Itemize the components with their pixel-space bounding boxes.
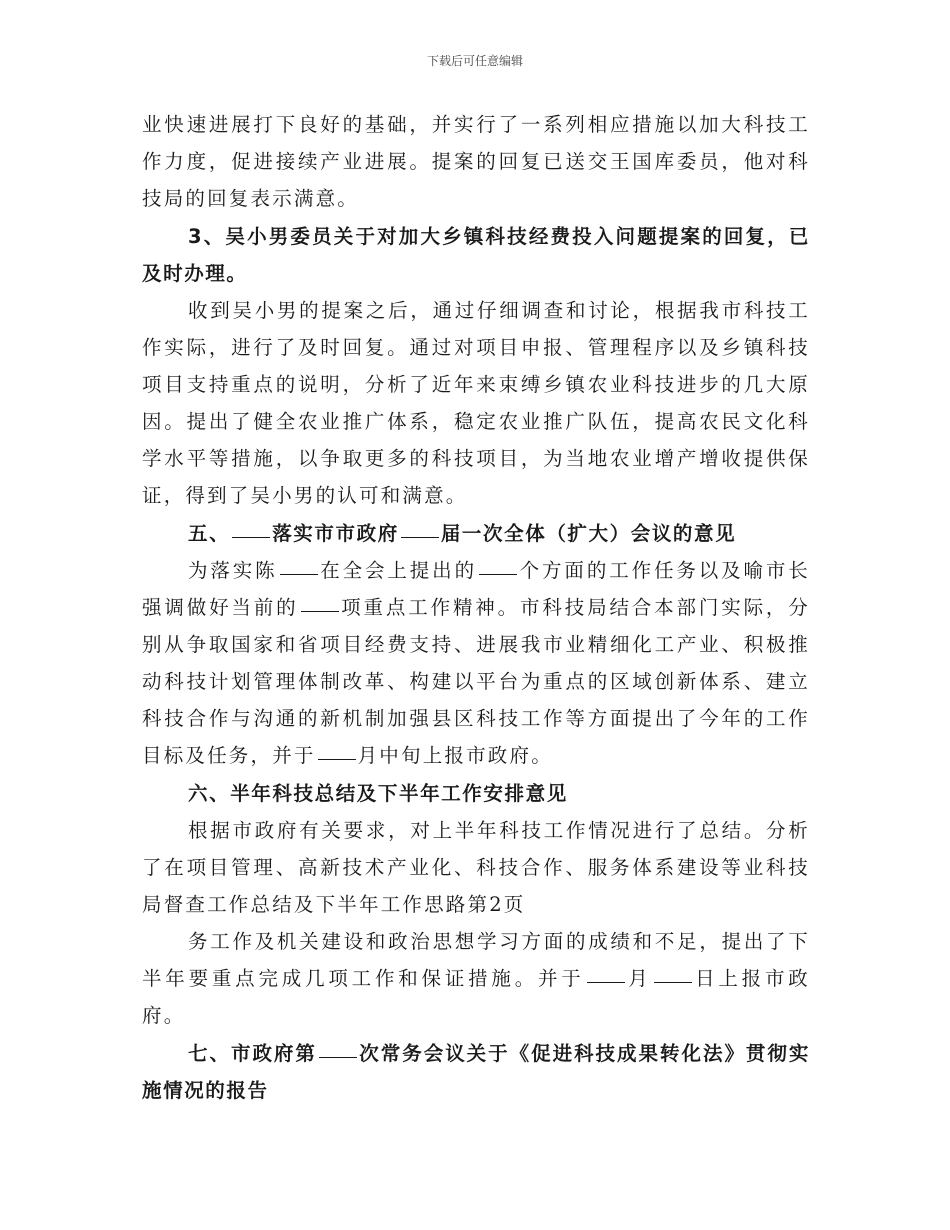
paragraph: 务工作及机关建设和政治思想学习方面的成绩和不足，提出了下半年要重点完成几项工作和保证措施。并于 月 日上报市政府。	[142, 930, 810, 1027]
fill-blank	[401, 536, 439, 538]
fill-blank	[318, 758, 356, 760]
section-heading: 七、市政府第 次常务会议关于《促进科技成果转化法》贯彻实施情况的报告	[142, 1042, 810, 1102]
document-body	[142, 106, 810, 1109]
paragraph: 为落实陈 在全会上提出的 个方面的工作任务以及喻市长强调做好当前的 项重点工作精神。市科技局结合本部门实际，分别从争取国家和省项目经费支持、进展我市业精细化工产业、积极推动科技计划管理体制改革、构建以平台为重点的区域创新体系、建立科技合作与沟通的新机制加强县区科技工作等方面提出了今年的工作目标及任务，并于 月中旬上报市政府。	[142, 559, 810, 767]
fill-blank	[319, 1056, 357, 1058]
fill-blank	[654, 981, 692, 983]
section-heading: 五、 落实市市政府 届一次全体（扩大）会议的意见	[188, 522, 737, 545]
section-heading: 六、半年科技总结及下半年工作安排意见	[188, 782, 568, 805]
section-heading: 3、吴小男委员关于对加大乡镇科技经费投入问题提案的回复，已及时办理。	[142, 225, 810, 285]
paragraph: 根据市政府有关要求，对上半年科技工作情况进行了总结。分析了在项目管理、高新技术产业化、科技合作、服务体系建设等业科技局督查工作总结及下半年工作思路第2页	[142, 819, 810, 916]
fill-blank	[280, 573, 318, 575]
fill-blank	[587, 981, 625, 983]
fill-blank	[232, 536, 270, 538]
page-header: 下载后可任意编辑	[426, 54, 523, 68]
paragraph: 收到吴小男的提案之后，通过仔细调查和讨论，根据我市科技工作实际，进行了及时回复。通过对项目申报、管理程序以及乡镇科技项目支持重点的说明，分析了近年来束缚乡镇农业科技进步的几大原因。提出了健全农业推广体系，稳定农业推广队伍，提高农民文化科学水平等措施，以争取更多的科技项目，为当地农业增产增收提供保证，得到了吴小男的认可和满意。	[142, 299, 810, 507]
fill-blank	[301, 610, 339, 612]
fill-blank	[479, 573, 517, 575]
paragraph: 业快速进展打下良好的基础，并实行了一系列相应措施以加大科技工作力度，促进接续产业进展。提案的回复已送交王国库委员，他对科技局的回复表示满意。	[142, 113, 810, 210]
